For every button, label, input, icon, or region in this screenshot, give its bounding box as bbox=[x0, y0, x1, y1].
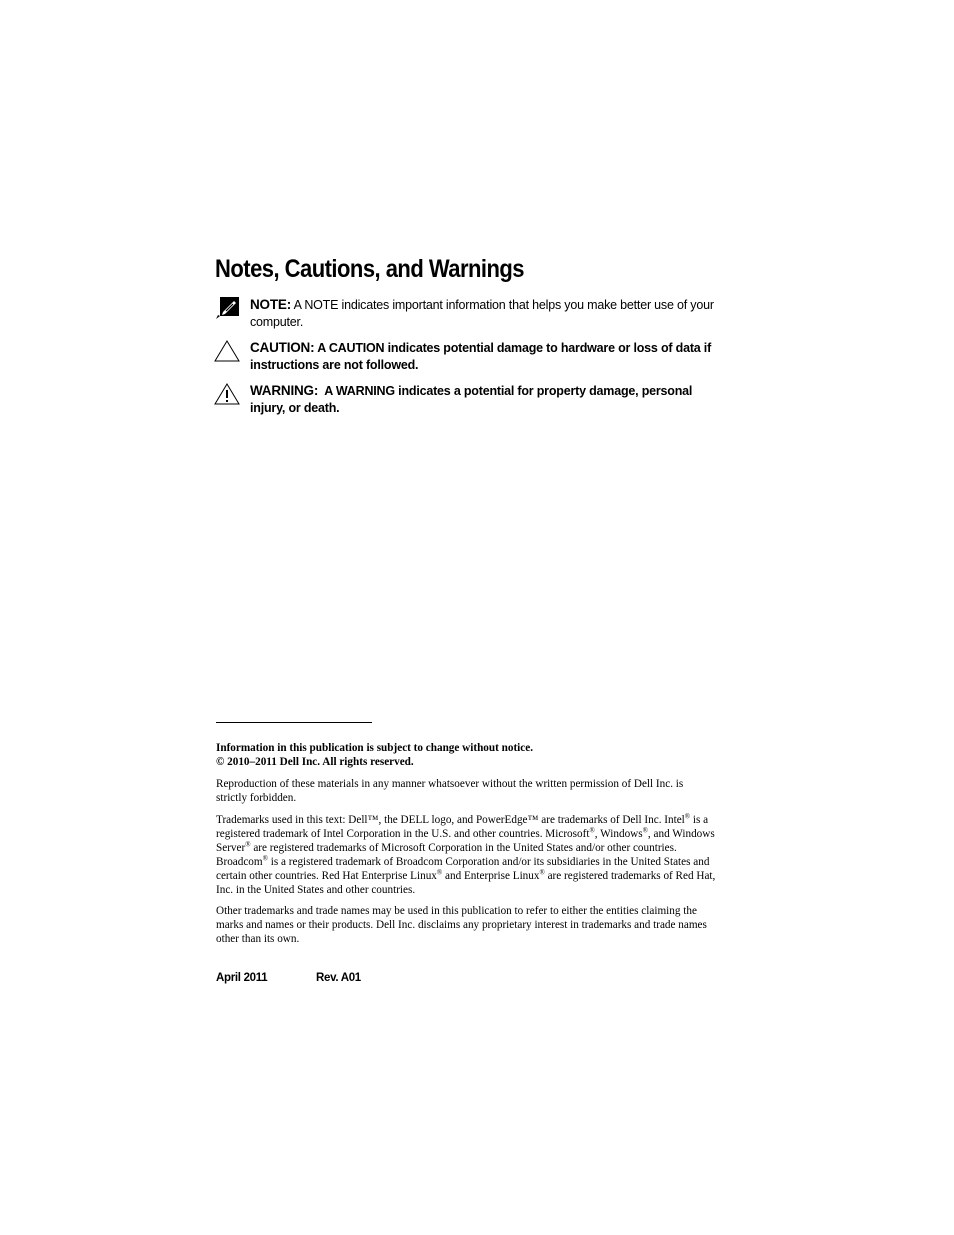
registered-mark: ® bbox=[589, 826, 595, 835]
registered-mark: ® bbox=[642, 826, 648, 835]
reproduction-notice: Reproduction of these materials in any manner whatsoever without the written permission of Dell Inc. is strictly forbidden. bbox=[216, 778, 684, 804]
registered-mark: ® bbox=[245, 840, 251, 849]
trademarks-text-4: , and Windows Server bbox=[216, 828, 715, 854]
trademarks-text-1: Trademarks used in this text: Dell™, the DELL logo, and PowerEdge™ are trademarks of Dell Inc. Intel bbox=[216, 814, 685, 826]
warning-text bbox=[250, 382, 720, 417]
footer-revision: Rev. A01 bbox=[316, 972, 361, 984]
divider-rule bbox=[216, 722, 372, 723]
caution-triangle-icon bbox=[214, 339, 242, 363]
warning-body: A WARNING indicates a potential for property damage, personal injury, or death. bbox=[250, 384, 693, 415]
caution-text bbox=[250, 339, 720, 374]
copyright: © 2010–2011 Dell Inc. All rights reserved. bbox=[216, 756, 414, 768]
trademarks-text-2: is a registered trademark of Intel Corporation in the U.S. and other countries. Microsoft bbox=[216, 814, 709, 840]
trademarks-text-7: and Enterprise Linux bbox=[442, 870, 540, 882]
note-text bbox=[250, 296, 720, 331]
trademarks-text-3: , Windows bbox=[594, 828, 643, 840]
note-pencil-icon bbox=[214, 296, 242, 320]
other-trademarks: Other trademarks and trade names may be used in this publication to refer to either the entities claiming the marks and names or their products. Dell Inc. disclaims any proprietary interest in trademarks and trade names other than its own. bbox=[216, 905, 707, 945]
warning-triangle-icon bbox=[214, 382, 242, 406]
change-notice: Information in this publication is subject to change without notice. bbox=[216, 742, 534, 754]
registered-mark: ® bbox=[684, 812, 691, 821]
registered-mark: ® bbox=[262, 854, 268, 863]
footer-date: April 2011 bbox=[216, 972, 268, 984]
warning-label: WARNING: bbox=[250, 383, 319, 398]
trademarks-text-8: are registered trademarks of Red Hat, Inc. in the United States and other countries. bbox=[216, 870, 716, 896]
registered-mark: ® bbox=[539, 868, 545, 877]
note-label: NOTE: bbox=[250, 297, 291, 312]
note-body: A NOTE indicates important information that helps you make better use of your computer. bbox=[250, 298, 714, 329]
trademarks-text-6: is a registered trademark of Broadcom Corporation and/or its subsidiaries in the United States and certain other countries. Red Hat Enterprise Linux bbox=[216, 856, 710, 882]
page-title: Notes, Cautions, and Warnings bbox=[215, 255, 525, 283]
registered-mark: ® bbox=[436, 868, 443, 877]
trademarks-paragraph bbox=[216, 813, 716, 897]
caution-label: CAUTION: bbox=[250, 340, 315, 355]
trademarks-text-5: are registered trademarks of Microsoft Corporation in the United States and/or other countries. Broadcom bbox=[216, 842, 677, 868]
caution-body: A CAUTION indicates potential damage to hardware or loss of data if instructions are not followed. bbox=[250, 341, 712, 372]
